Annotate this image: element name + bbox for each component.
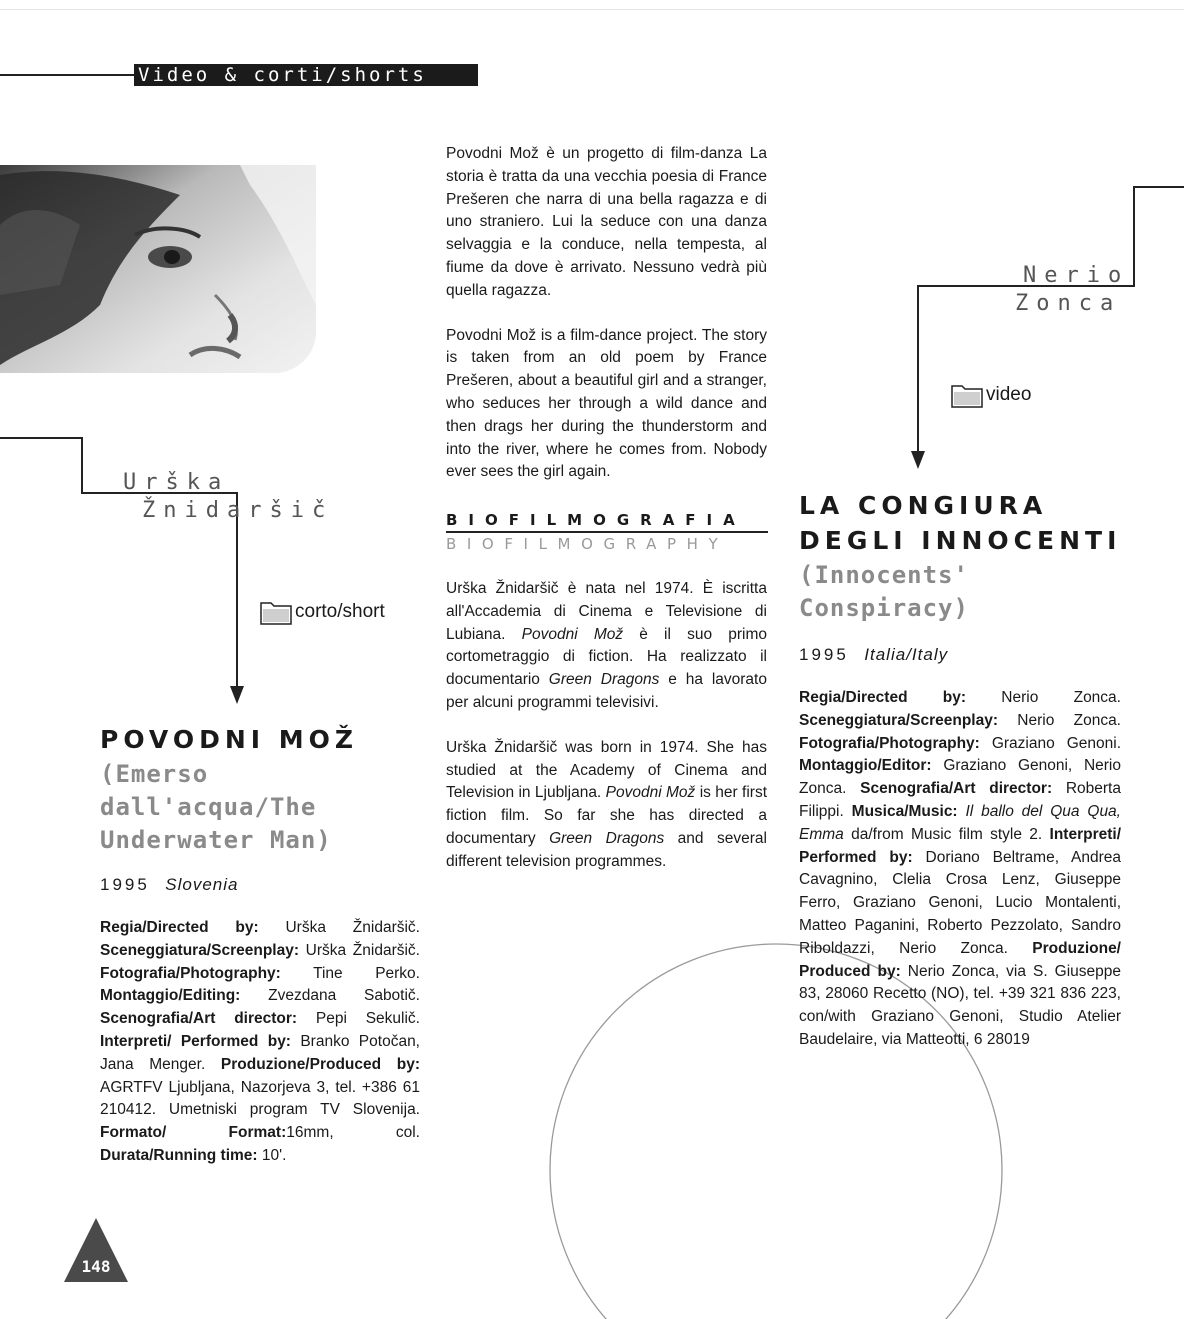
right-director-first-name: Nerio <box>1023 263 1130 288</box>
credit-value: Urška Žnidaršič. <box>299 941 420 959</box>
credit-value: da/from Music film style 2. <box>843 825 1050 843</box>
left-connector-h1 <box>0 437 82 439</box>
film-title-reference: Povodni Mož <box>521 625 624 643</box>
right-format-label: video <box>986 384 1032 405</box>
left-director-first-name: Urška <box>123 470 230 495</box>
director-portrait-photo <box>0 165 316 373</box>
right-film-subtitle <box>799 559 1121 625</box>
credit-value: Roberta Filippi. <box>799 780 1121 820</box>
credit-label: Musica/Music: <box>851 802 958 820</box>
credit-value: Graziano Genoni, Nerio Zonca. <box>799 757 1121 798</box>
biography-italian <box>446 578 767 715</box>
left-director-last-name: Žnidaršič <box>142 498 334 523</box>
left-year-country <box>100 875 420 895</box>
credit-value: Nerio Zonca, via S. Giuseppe 83, 28060 Recetto (NO), tel. +39 321 836 223, con/with Graziano Genoni, Studio Atelier Baudelaire, via Matteotti, 6 28019 <box>799 962 1121 1048</box>
bio-text: è il suo primo cortometraggio di fiction. Ha realizzato il documentario <box>446 625 768 689</box>
right-year: 1995 <box>799 645 849 664</box>
left-credits <box>100 917 420 1168</box>
right-connector-v2 <box>917 285 919 455</box>
right-format-tag <box>951 382 1031 408</box>
left-country: Slovenia <box>165 875 239 894</box>
credit-label: Montaggio/Editing: <box>100 987 241 1005</box>
credit-value: Doriano Beltrame, Andrea Cavagnino, Clelia Crosa Lenz, Giuseppe Ferro, Graziano Genoni, Lucio Montalenti, Matteo Paganini, Roberto Pezzolato, Sandro Riboldazzi, Nerio Zonca. <box>799 848 1121 957</box>
left-film-title: POVODNI MOŽ <box>100 725 359 754</box>
bio-text: is her first fiction film. So far she has directed a documentary <box>446 784 768 847</box>
biofilmography-heading <box>446 511 768 553</box>
biography-english <box>446 737 767 874</box>
credit-value: Tine Perko. <box>280 964 420 982</box>
credit-value: AGRTFV Ljubljana, Nazorjeva 3, tel. +386 61 210412. Umetniski program TV Slovenija. <box>100 1078 420 1119</box>
credit-value: 10'. <box>257 1146 287 1164</box>
folder-icon <box>951 382 983 408</box>
page-number: 148 <box>81 1257 111 1276</box>
right-year-country <box>799 645 1121 665</box>
credit-value: Pepi Sekulič. <box>297 1010 420 1028</box>
credit-label: Produzione/Produced by: <box>220 1055 420 1073</box>
left-subtitle-line: dall'acqua/The <box>100 793 317 821</box>
credit-value: Graziano Genoni. <box>979 734 1121 752</box>
left-subtitle-line: (Emerso <box>100 760 209 788</box>
right-subtitle-line: (Innocents' <box>799 561 969 589</box>
synopsis-english: Povodni Mož is a film-dance project. The story is taken from an old poem by France Prešeren, about a beautiful girl and a stranger, who seduces her through a wild dance and then drags her during the thunderstorm and into the river, where he comes from. Nobody ever sees the girl again. <box>446 326 767 481</box>
credit-label: Scenografia/Art director: <box>860 780 1053 798</box>
credit-label: Regia/Directed by: <box>799 689 967 706</box>
left-connector-v1 <box>81 437 83 493</box>
middle-column <box>446 143 767 506</box>
bio-text: Urška Žnidaršič è nata nel 1974. È iscritta all'Accademia di Cinema e Televisione di Lubiana. <box>446 580 767 643</box>
credit-label: Interpreti/ Performed by: <box>100 1032 291 1050</box>
synopsis-italian: Povodni Mož è un progetto di film-danza La storia è tratta da una vecchia poesia di France Prešeren che narra di una bella ragazza e di uno straniero. Lui la seduce con una danza selvaggia e la conduce, nella tempesta, al fiume da dove è arrivato. Nessuno vedrà più quella ragazza. <box>446 145 767 299</box>
right-subtitle-line: Conspiracy) <box>799 594 969 622</box>
credit-label: Montaggio/Editor: <box>799 757 932 775</box>
header-rule <box>0 74 134 76</box>
film-title-reference: Green Dragons <box>548 671 660 689</box>
credit-value: Zvezdana Sabotič. <box>240 987 420 1005</box>
credit-label: Durata/Running time: <box>100 1146 258 1164</box>
right-connector-v1 <box>1133 186 1135 286</box>
film-title-reference: Green Dragons <box>549 829 665 847</box>
portrait-image <box>0 165 316 373</box>
credit-label: Scenografia/Art director: <box>100 1010 298 1028</box>
right-arrow-head-icon <box>911 451 925 469</box>
right-film-title-line: LA CONGIURA <box>799 491 1048 520</box>
credit-label: Sceneggiatura/Screenplay: <box>799 711 998 729</box>
biography-block <box>446 578 767 896</box>
credit-label: Fotografia/Photography: <box>100 964 281 982</box>
bio-heading-italian: BIOFILMOGRAFIA <box>446 511 746 529</box>
right-connector-h1 <box>1134 186 1184 188</box>
left-film-subtitle <box>100 758 420 857</box>
credit-value: Il ballo del Qua Qua, Emma <box>799 802 1121 843</box>
folder-icon <box>260 599 292 625</box>
right-country: Italia/Italy <box>864 645 949 664</box>
left-year: 1995 <box>100 875 150 894</box>
left-format-label: corto/short <box>295 601 385 622</box>
credit-label: Interpreti/ Performed by: <box>799 825 1121 866</box>
credit-label: Fotografia/Photography: <box>799 734 980 752</box>
bio-heading-english: BIOFILMOGRAPHY <box>446 534 729 553</box>
credit-value: 16mm, col. <box>286 1124 420 1142</box>
section-label: Video & corti/shorts <box>134 64 478 86</box>
credit-label: Regia/Directed by: <box>100 919 259 936</box>
right-film-block <box>799 488 1121 1052</box>
page-number-badge <box>64 1218 128 1282</box>
bio-text: Urška Žnidaršič was born in 1974. She has studied at the Academy of Cinema and Television in Ljubljana. <box>446 738 767 802</box>
left-subtitle-line: Underwater Man) <box>100 826 332 854</box>
left-arrow-head-icon <box>230 686 244 704</box>
credit-value: Branko Potočan, Jana Menger. <box>100 1032 420 1073</box>
top-hairline <box>0 9 1184 10</box>
left-film-block <box>100 722 420 1168</box>
right-film-title-line: DEGLI INNOCENTI <box>799 526 1122 555</box>
bio-text: and several different television programmes. <box>446 829 767 870</box>
credit-value: Nerio Zonca. <box>998 711 1121 729</box>
film-title-reference: Povodni Mož <box>605 784 696 802</box>
credit-value: Urška Žnidaršič. <box>258 919 420 936</box>
bio-text: e ha lavorato per alcuni programmi televisivi. <box>446 671 767 711</box>
left-format-tag <box>260 599 385 625</box>
credit-value: Nerio Zonca. <box>966 689 1121 706</box>
bio-heading-rule <box>446 531 768 533</box>
credit-label: Formato/ Format: <box>100 1124 287 1142</box>
credit-label: Sceneggiatura/Screenplay: <box>100 941 299 959</box>
credit-label: Produzione/ Produced by: <box>799 939 1121 980</box>
right-director-last-name: Zonca <box>1015 291 1122 316</box>
right-credits <box>799 687 1121 1052</box>
